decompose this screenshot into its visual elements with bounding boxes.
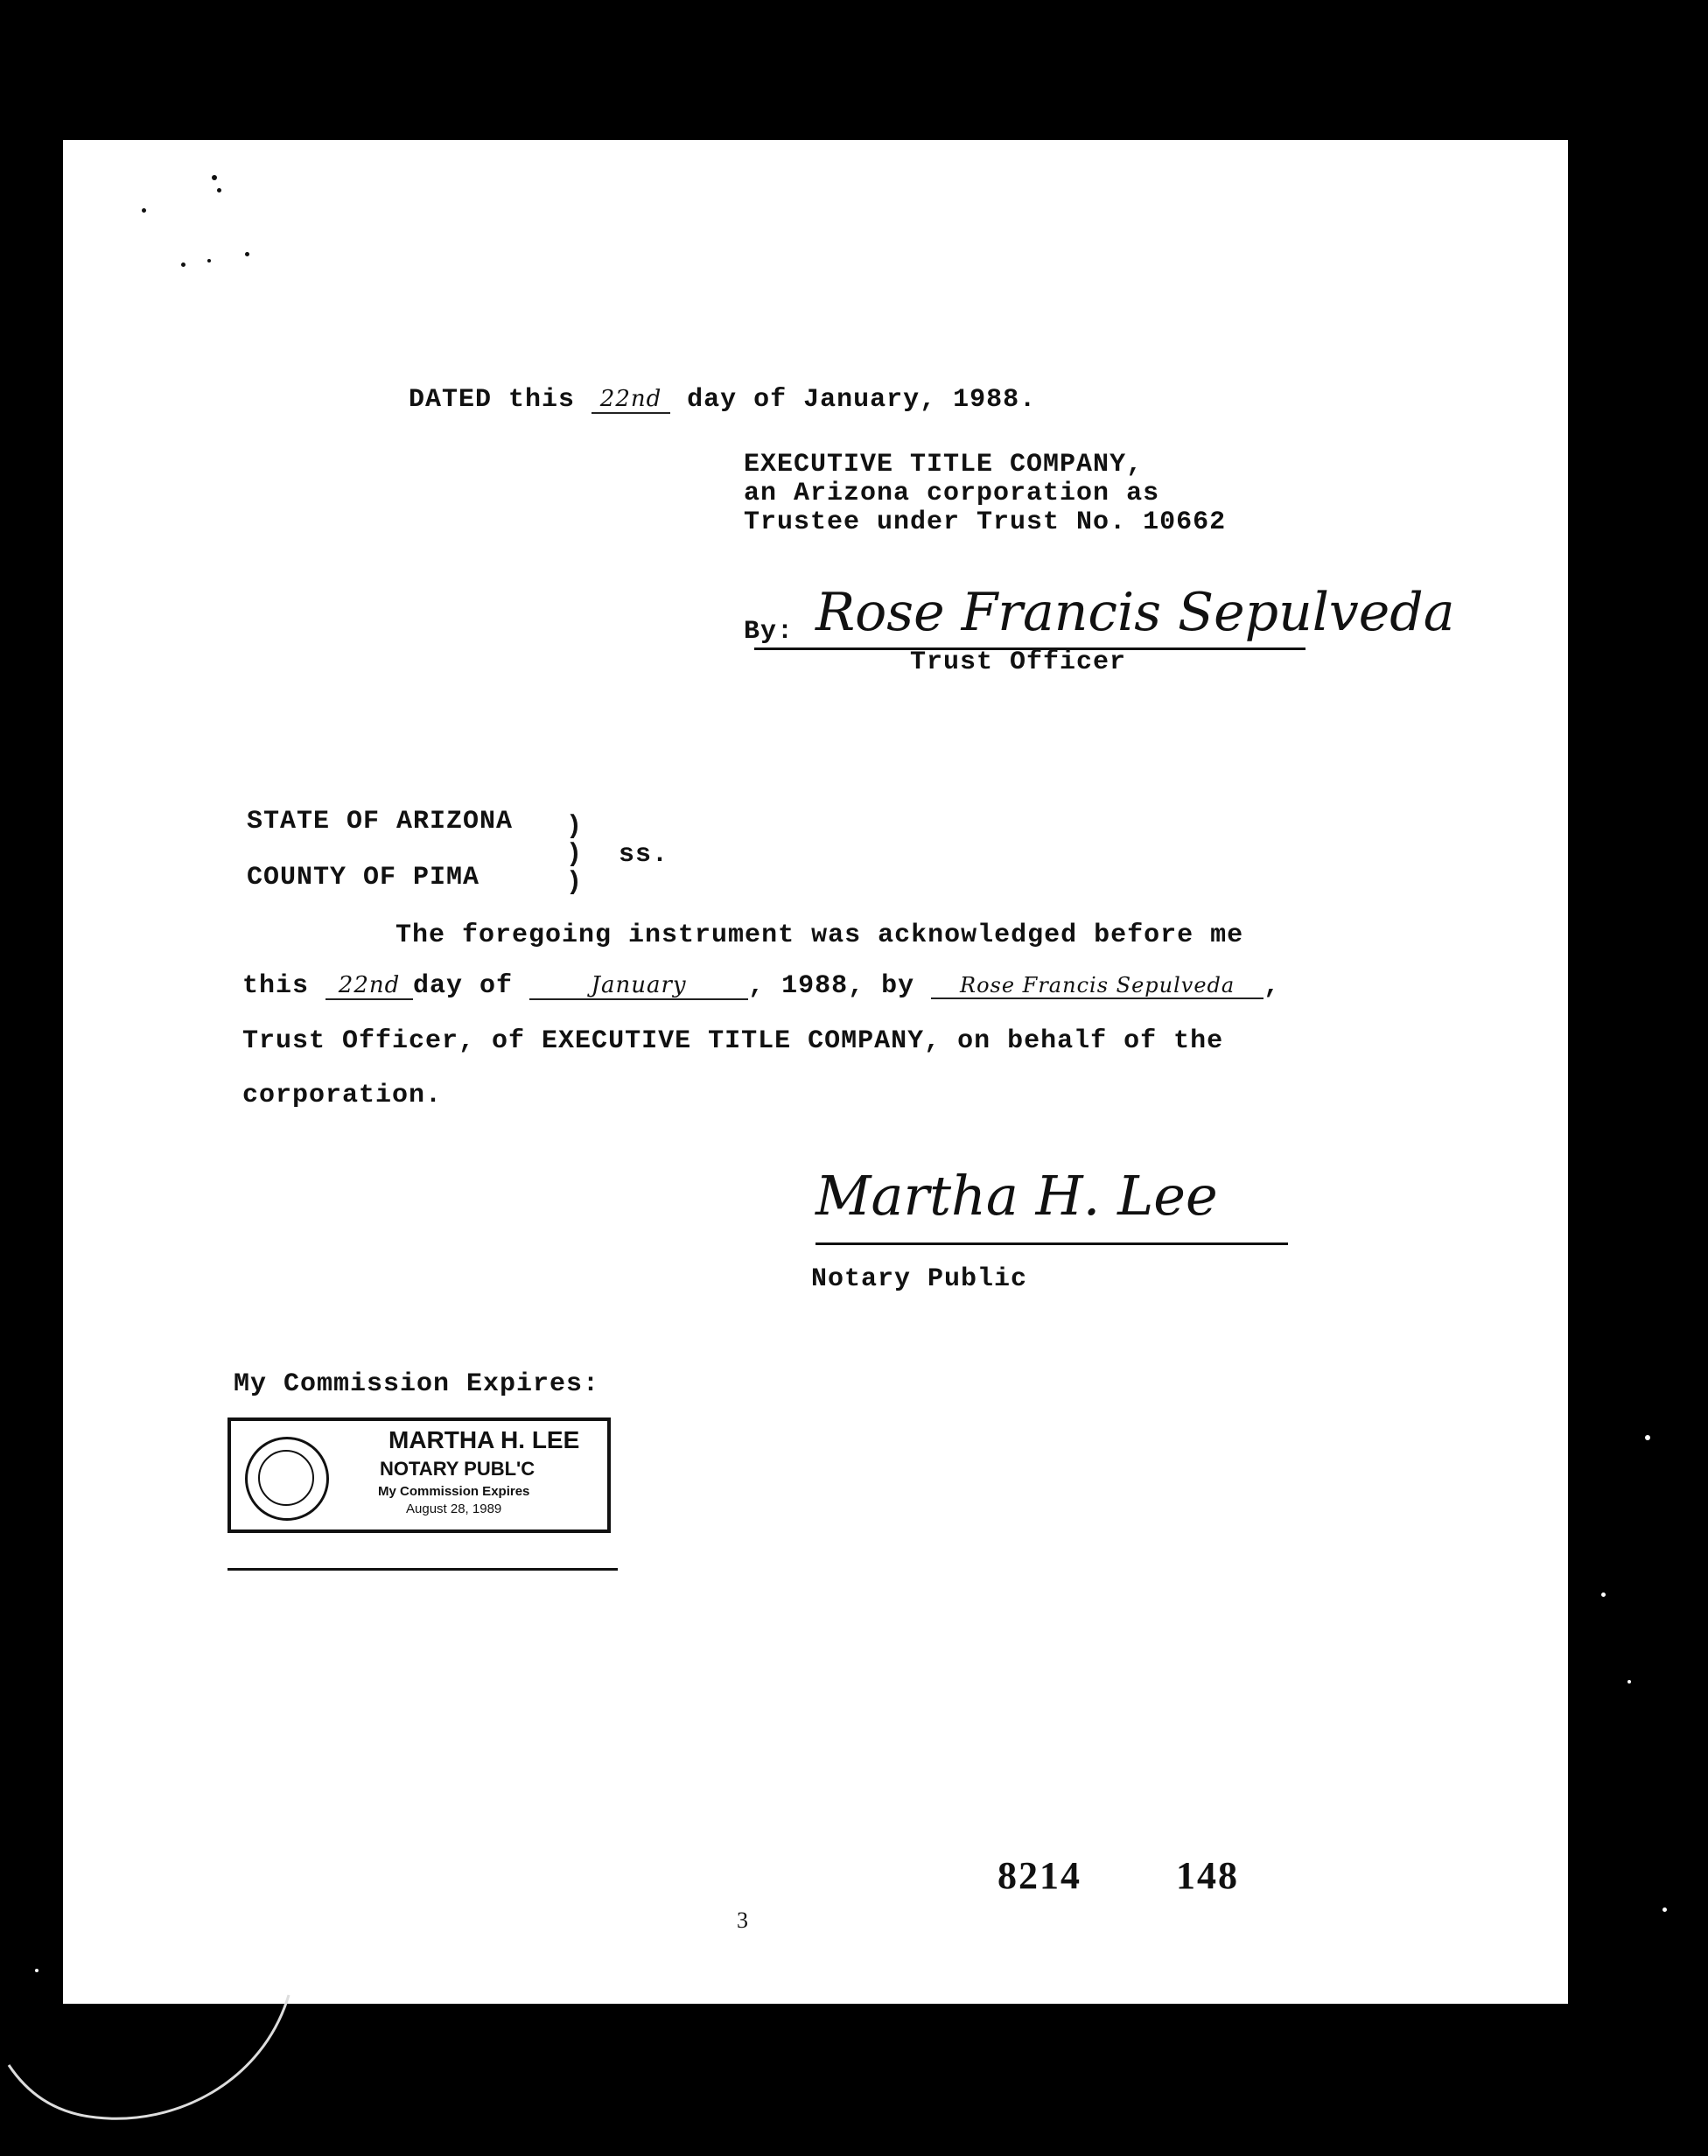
venue-paren-3: ) [566, 868, 584, 898]
company-line-3: Trustee under Trust No. 10662 [744, 508, 1227, 537]
page-ref: 148 [1176, 1854, 1239, 1897]
venue-paren-2: ) [566, 840, 584, 870]
doc-number: 8214 [998, 1854, 1082, 1897]
stamp-expires-date: August 28, 1989 [406, 1502, 502, 1516]
dated-line [409, 385, 1036, 415]
notary-signature: Martha H. Lee [816, 1164, 1218, 1228]
scan-speck [142, 208, 146, 213]
venue-ss: ss. [619, 840, 669, 870]
company-line-1: EXECUTIVE TITLE COMPANY, [744, 450, 1144, 480]
company-line-2: an Arizona corporation as [744, 479, 1160, 508]
notary-label: Notary Public [811, 1264, 1028, 1294]
notary-seal-icon [245, 1437, 329, 1521]
signature-title: Trust Officer [910, 648, 1127, 677]
notary-signature-line [816, 1242, 1288, 1245]
scan-curve-artifact [0, 1978, 368, 2152]
ack-day-handwritten: 22nd [326, 972, 413, 1000]
scan-speck [245, 252, 249, 256]
scan-speck [207, 259, 211, 262]
ack-comma: , [1264, 971, 1281, 1001]
page-number: 3 [737, 1908, 748, 1933]
ack-month-handwritten: January [529, 972, 748, 1000]
stamp-title: NOTARY PUBL'C [380, 1458, 536, 1480]
ack-line-4: corporation. [242, 1081, 443, 1110]
company-block [744, 451, 1226, 537]
ack-this: this [242, 971, 310, 1001]
scan-speck [35, 1969, 38, 1972]
ack-year-by: , 1988, by [748, 971, 915, 1001]
trust-officer-signature: Rose Francis Sepulveda [816, 582, 1455, 643]
ack-day-of: day of [413, 971, 514, 1001]
venue-paren-1: ) [566, 812, 584, 842]
by-label: By: [744, 617, 794, 647]
ack-line-2 [242, 971, 1280, 1001]
scan-speck [212, 175, 217, 180]
ack-line-3: Trust Officer, of EXECUTIVE TITLE COMPANY, on behalf of the [242, 1026, 1224, 1056]
commission-line [228, 1568, 618, 1571]
stamp-name: MARTHA H. LEE [388, 1426, 580, 1453]
scan-speck [1628, 1680, 1631, 1684]
dated-prefix: DATED this [409, 385, 576, 415]
document-page [63, 140, 1568, 2004]
venue-county: COUNTY OF PIMA [247, 863, 480, 892]
ack-line-1: The foregoing instrument was acknowledged before me [396, 920, 1244, 950]
scan-edge-mark [1488, 153, 1549, 156]
commission-label: My Commission Expires: [234, 1369, 600, 1399]
stamp-expires-label: My Commission Expires [378, 1484, 530, 1499]
scan-speck [1601, 1592, 1606, 1597]
scan-speck [1645, 1435, 1650, 1440]
ack-name-handwritten: Rose Francis Sepulveda [931, 973, 1264, 999]
dated-day-handwritten: 22nd [592, 386, 670, 414]
scan-speck [217, 188, 221, 192]
scan-speck [181, 262, 186, 267]
scan-speck [1662, 1908, 1667, 1912]
venue-state: STATE OF ARIZONA [247, 807, 514, 836]
dated-suffix: day of January, 1988. [687, 385, 1037, 415]
notary-stamp [228, 1418, 611, 1533]
